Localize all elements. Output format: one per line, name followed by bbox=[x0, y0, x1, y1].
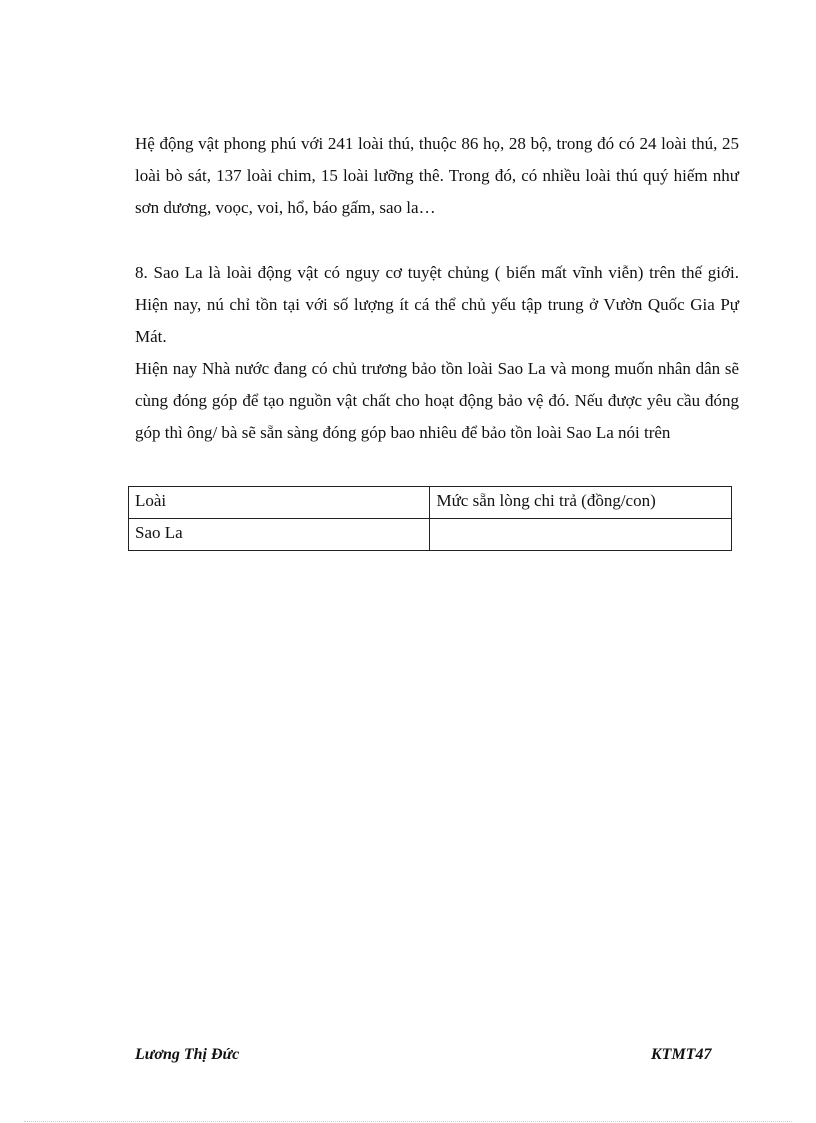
table-cell-species: Sao La bbox=[129, 519, 430, 551]
page-bottom-divider bbox=[24, 1121, 792, 1122]
table-row bbox=[129, 519, 732, 551]
footer-class-code: KTMT47 bbox=[651, 1046, 712, 1063]
paragraph-question-8: 8. Sao La là loài động vật có nguy cơ tuyệt chủng ( biến mất vĩnh viễn) trên thế giới. Hiện nay, nú chỉ tồn tại với số lượng ít cá thể chủ yếu tập trung ở Vườn Quốc Gia Pự Mát. bbox=[135, 263, 739, 346]
table-cell-wtp-answer[interactable] bbox=[430, 519, 732, 551]
paragraph-fauna: Hệ động vật phong phú với 241 loài thú, thuộc 86 họ, 28 bộ, trong đó có 24 loài thú, 25 loài bò sát, 137 loài chim, 15 loài lưỡng thê. Trong đó, có nhiều loài thú quý hiếm như sơn dương, voọc, voi, hổ, báo gấm, sao la… bbox=[135, 134, 739, 217]
table-header-row bbox=[129, 487, 732, 519]
table-header-cell-species: Loài bbox=[129, 487, 430, 519]
paragraph-contribution: Hiện nay Nhà nước đang có chủ trương bảo tồn loài Sao La và mong muốn nhân dân sẽ cùng đóng góp để tạo nguồn vật chất cho hoạt động bảo vệ đó. Nếu được yêu cầu đóng góp thì ông/ bà sẽ sẵn sàng đóng góp bao nhiêu để bảo tồn loài Sao La nói trên bbox=[135, 359, 739, 442]
table-header-cell-wtp: Mức sẵn lòng chi trả (đồng/con) bbox=[430, 487, 732, 519]
willingness-to-pay-table bbox=[128, 486, 732, 551]
footer-author: Lương Thị Đức bbox=[135, 1046, 240, 1063]
